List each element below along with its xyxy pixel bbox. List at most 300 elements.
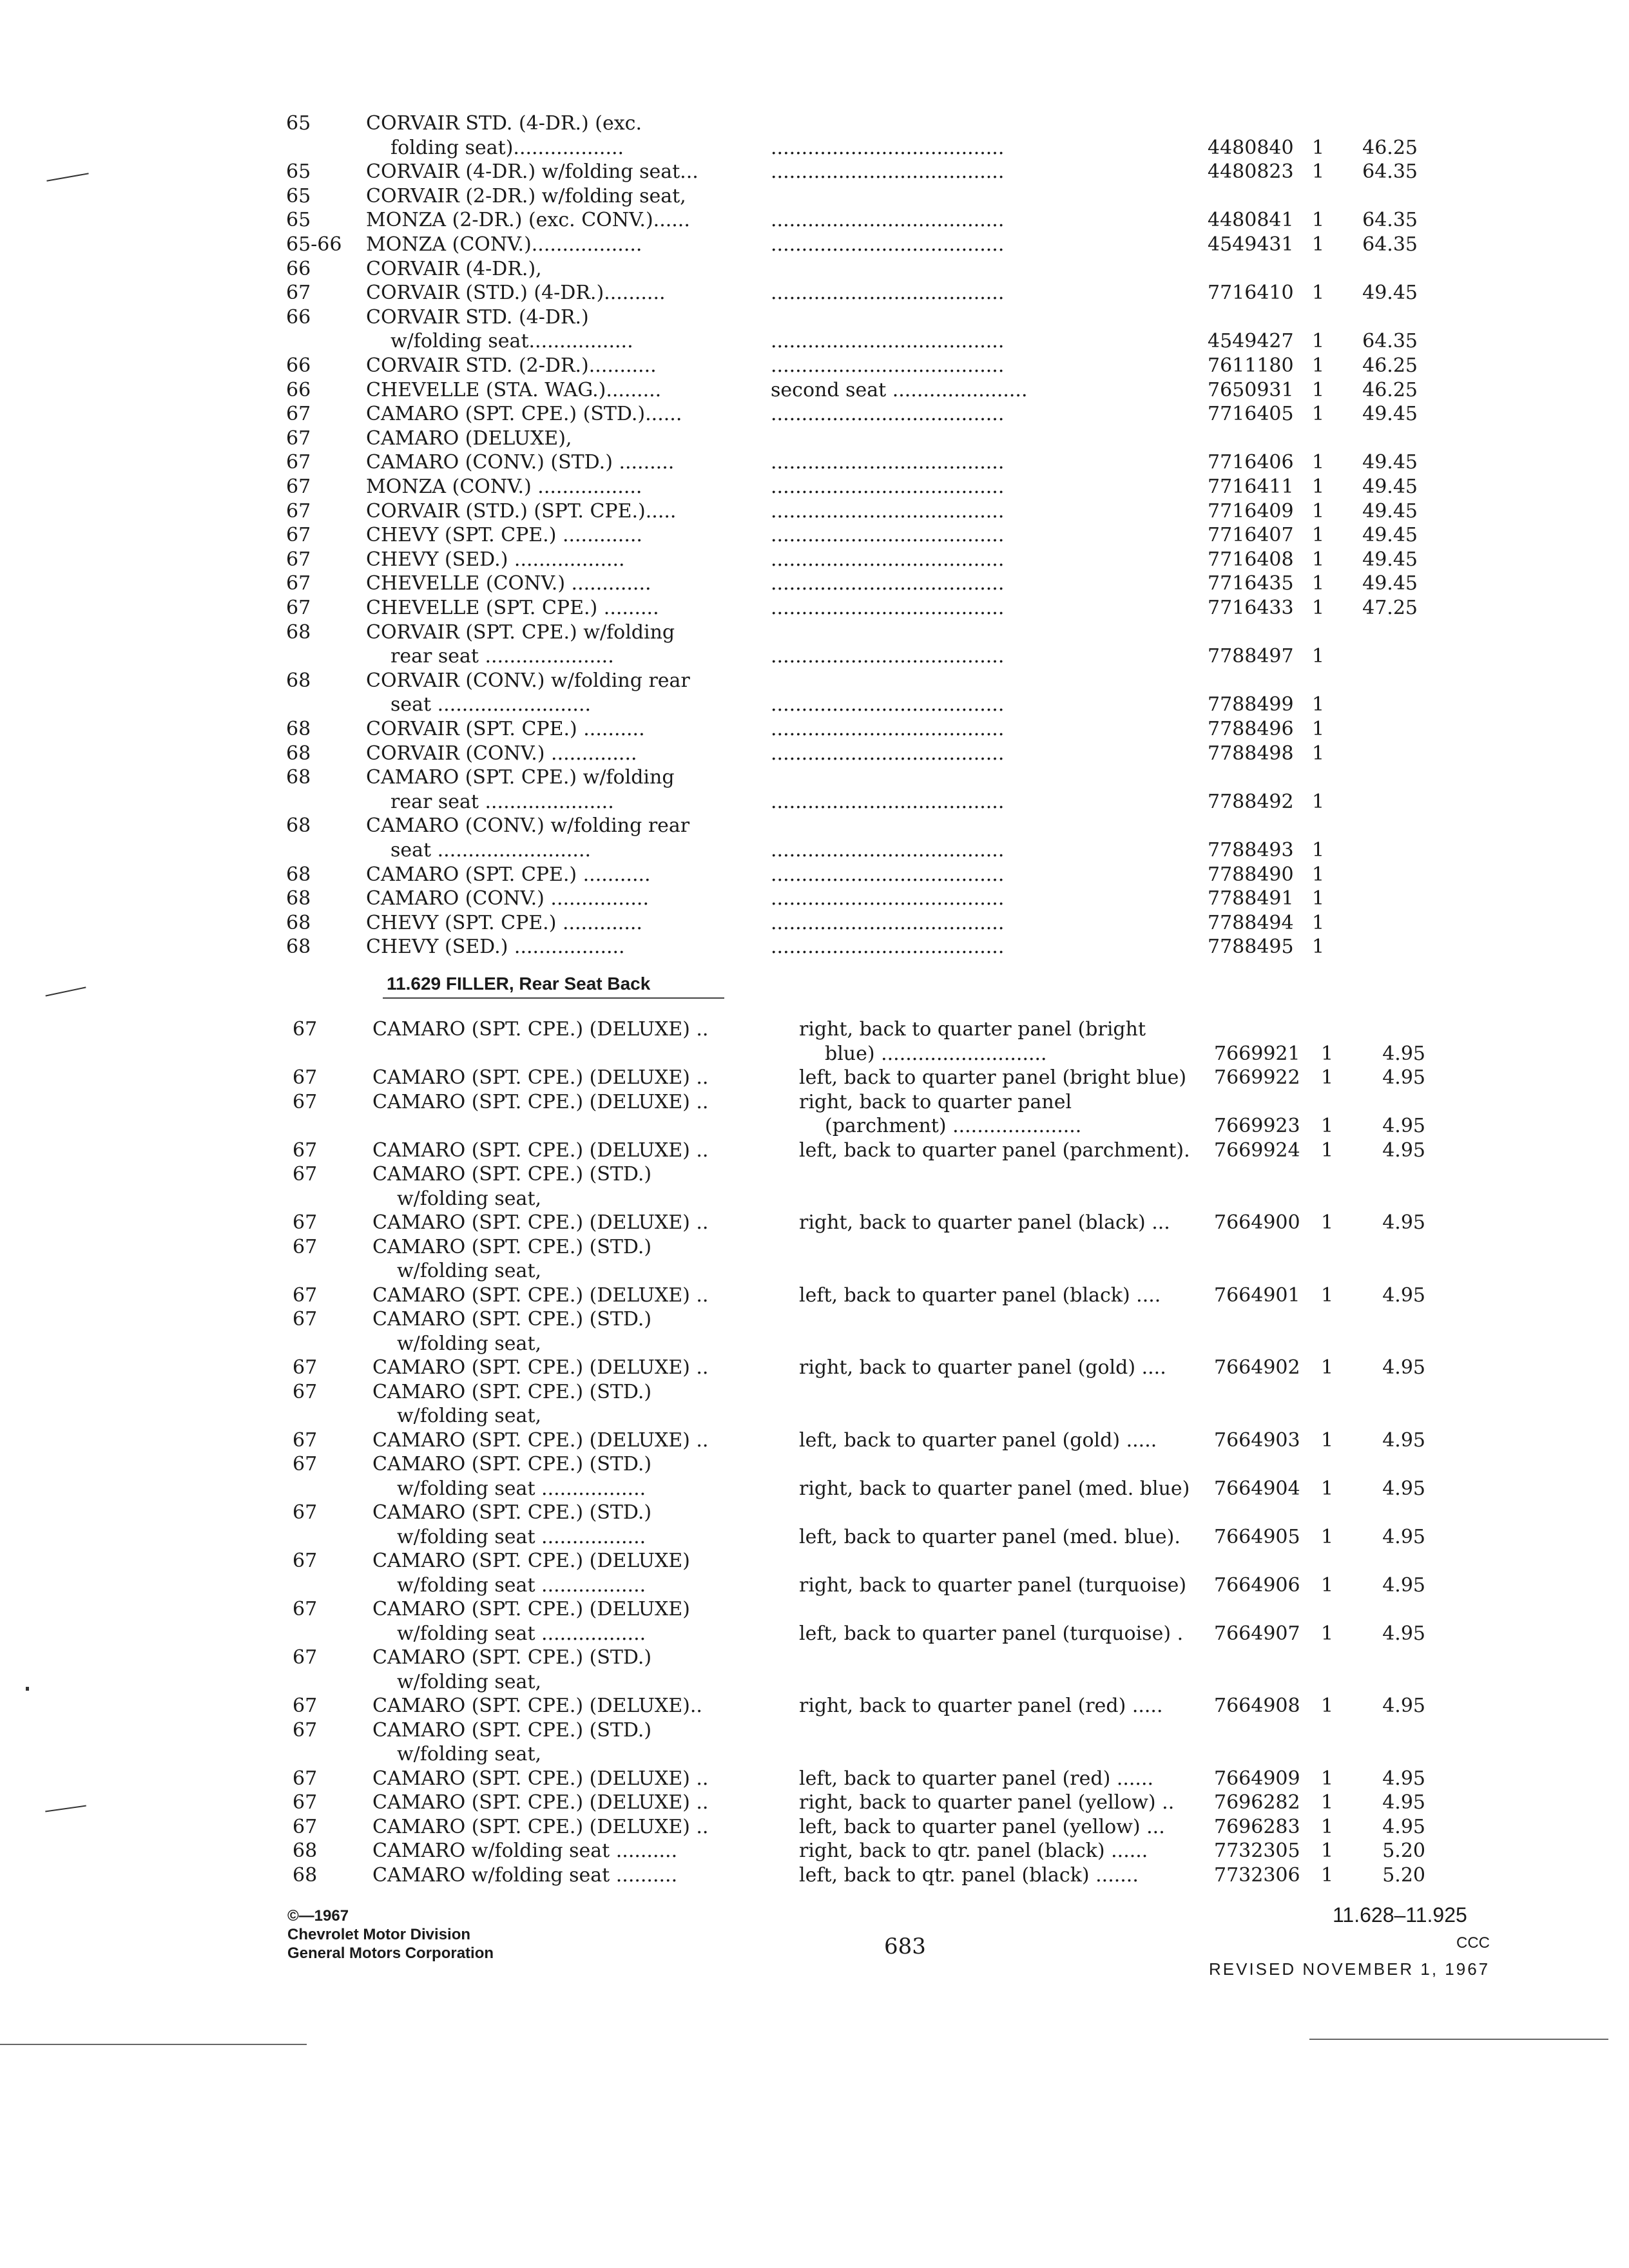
part-number: 4480840: [1208, 136, 1294, 159]
quantity: 1: [1321, 1477, 1334, 1500]
part-detail: ......................................: [771, 645, 1005, 668]
part-number: 4480823: [1208, 160, 1294, 184]
quantity: 1: [1312, 936, 1325, 959]
vehicle-description: CAMARO (SPT. CPE.) (DELUXE) ..: [372, 1139, 709, 1162]
vehicle-description: CAMARO (SPT. CPE.) (STD.): [372, 1646, 652, 1669]
model-year: 65: [286, 160, 311, 184]
quantity: 1: [1312, 887, 1325, 910]
part-detail: left, back to quarter panel (yellow) ...: [799, 1815, 1165, 1838]
margin-mark: [46, 173, 88, 181]
vehicle-description: MONZA (CONV.)..................: [366, 233, 642, 256]
part-detail: left, back to quarter panel (parchment).: [799, 1139, 1190, 1162]
quantity: 1: [1312, 451, 1325, 474]
vehicle-description: CHEVELLE (CONV.) .............: [366, 572, 651, 595]
part-number: 7669922: [1214, 1066, 1300, 1089]
quantity: 1: [1312, 499, 1325, 523]
quantity: 1: [1321, 1042, 1334, 1065]
vehicle-description: CAMARO (SPT. CPE.) (DELUXE) ..: [372, 1767, 709, 1790]
model-year: 67: [293, 1428, 318, 1452]
vehicle-description: CORVAIR (STD.) (SPT. CPE.).....: [366, 499, 677, 523]
list-price: 4.95: [1382, 1525, 1425, 1548]
list-price: 49.45: [1362, 524, 1418, 547]
part-number: 7732306: [1214, 1863, 1300, 1887]
part-number: 7788493: [1208, 839, 1294, 861]
vehicle-description: w/folding seat,: [397, 1187, 542, 1210]
part-detail: (parchment) .....................: [825, 1115, 1082, 1137]
list-price: 46.25: [1362, 136, 1418, 159]
part-number: 7664907: [1214, 1622, 1300, 1645]
quantity: 1: [1312, 911, 1325, 934]
part-number: 7664900: [1214, 1211, 1300, 1234]
revision-date: REVISED NOVEMBER 1, 1967: [1209, 1959, 1490, 1979]
part-detail: ......................................: [771, 548, 1005, 571]
vehicle-description: CAMARO (SPT. CPE.) (STD.): [372, 1501, 652, 1524]
quantity: 1: [1321, 1863, 1334, 1887]
model-year: 67: [286, 499, 311, 523]
vehicle-description: CORVAIR (CONV.) w/folding rear: [366, 669, 690, 692]
part-number: 7716406: [1208, 451, 1294, 474]
vehicle-description: MONZA (2-DR.) (exc. CONV.)......: [366, 209, 690, 232]
vehicle-description: CAMARO (SPT. CPE.) ...........: [366, 863, 651, 886]
part-detail: left, back to quarter panel (turquoise) .: [799, 1622, 1184, 1645]
part-number: 7716435: [1208, 572, 1294, 595]
part-detail: left, back to quarter panel (gold) .....: [799, 1428, 1157, 1452]
vehicle-description: CAMARO (SPT. CPE.) (DELUXE): [372, 1550, 690, 1572]
corporation-name: General Motors Corporation: [287, 1945, 494, 1962]
part-detail: ......................................: [771, 330, 1005, 353]
quantity: 1: [1312, 742, 1325, 765]
list-price: 4.95: [1382, 1573, 1425, 1597]
vehicle-description: CAMARO (SPT. CPE.) (STD.): [372, 1718, 652, 1742]
model-year: 65-66: [286, 233, 342, 256]
quantity: 1: [1321, 1815, 1334, 1838]
part-detail: ......................................: [771, 451, 1005, 474]
part-detail: left, back to quarter panel (med. blue).: [799, 1525, 1181, 1548]
quantity: 1: [1321, 1622, 1334, 1645]
model-year: 65: [286, 112, 311, 135]
model-year: 67: [293, 1308, 318, 1331]
margin-mark: [45, 1805, 86, 1812]
model-year: 66: [286, 305, 311, 329]
vehicle-description: CAMARO (CONV.) (STD.) .........: [366, 451, 675, 474]
list-price: 46.25: [1362, 354, 1418, 377]
vehicle-description: w/folding seat .................: [397, 1525, 646, 1548]
part-number: 7788496: [1208, 718, 1294, 740]
part-number: 7664901: [1214, 1283, 1300, 1307]
model-year: 67: [293, 1139, 318, 1162]
vehicle-description: CORVAIR (2-DR.) w/folding seat,: [366, 184, 686, 207]
part-number: 7664903: [1214, 1428, 1300, 1452]
quantity: 1: [1321, 1791, 1334, 1814]
part-number: 7732305: [1214, 1840, 1300, 1862]
list-price: 4.95: [1382, 1695, 1425, 1717]
copyright: ©—1967: [287, 1907, 349, 1925]
vehicle-description: CAMARO (SPT. CPE.) (DELUXE) ..: [372, 1791, 709, 1814]
model-year: 67: [293, 1550, 318, 1572]
list-price: 49.45: [1362, 572, 1418, 595]
part-detail: ......................................: [771, 282, 1005, 305]
model-year: 67: [286, 451, 311, 474]
part-number: 7696283: [1214, 1815, 1300, 1838]
model-year: 67: [293, 1211, 318, 1234]
part-number: 7716407: [1208, 524, 1294, 547]
vehicle-description: CAMARO (SPT. CPE.) (DELUXE): [372, 1598, 690, 1620]
vehicle-description: CHEVY (SPT. CPE.) .............: [366, 524, 642, 547]
vehicle-description: CAMARO (CONV.) ................: [366, 887, 649, 910]
vehicle-description: CORVAIR (SPT. CPE.) ..........: [366, 718, 645, 740]
model-year: 67: [286, 282, 311, 305]
model-year: 67: [293, 1380, 318, 1403]
list-price: 64.35: [1362, 160, 1418, 184]
part-detail: ......................................: [771, 718, 1005, 740]
quantity: 1: [1312, 330, 1325, 353]
quantity: 1: [1312, 160, 1325, 184]
part-detail: right, back to qtr. panel (black) ......: [799, 1840, 1148, 1862]
part-detail: ......................................: [771, 936, 1005, 959]
part-number: 7664904: [1214, 1477, 1300, 1500]
model-year: 67: [293, 1815, 318, 1838]
vehicle-description: CAMARO (SPT. CPE.) (DELUXE) ..: [372, 1018, 709, 1041]
quantity: 1: [1321, 1283, 1334, 1307]
vehicle-description: CAMARO (SPT. CPE.) (DELUXE) ..: [372, 1815, 709, 1838]
part-number: 7664906: [1214, 1573, 1300, 1597]
quantity: 1: [1312, 790, 1325, 813]
model-year: 67: [293, 1767, 318, 1790]
model-year: 68: [286, 887, 311, 910]
part-detail: right, back to quarter panel (turquoise): [799, 1573, 1187, 1597]
list-price: 49.45: [1362, 476, 1418, 498]
model-year: 67: [293, 1598, 318, 1620]
model-year: 67: [293, 1356, 318, 1379]
list-price: 49.45: [1362, 403, 1418, 426]
part-number: 7669921: [1214, 1042, 1300, 1065]
vehicle-description: CAMARO w/folding seat ..........: [372, 1840, 678, 1862]
part-detail: ......................................: [771, 136, 1005, 159]
list-price: 4.95: [1382, 1428, 1425, 1452]
model-year: 66: [286, 378, 311, 401]
quantity: 1: [1321, 1767, 1334, 1790]
part-number: 7788491: [1208, 887, 1294, 910]
vehicle-description: CAMARO (SPT. CPE.) (DELUXE) ..: [372, 1090, 709, 1113]
part-detail: ......................................: [771, 354, 1005, 377]
vehicle-description: CAMARO (SPT. CPE.) (DELUXE)..: [372, 1695, 702, 1717]
part-detail: ......................................: [771, 476, 1005, 498]
part-number: 7788495: [1208, 936, 1294, 959]
part-detail: second seat ......................: [771, 378, 1028, 401]
quantity: 1: [1312, 476, 1325, 498]
part-number: 7664905: [1214, 1525, 1300, 1548]
part-number: 7716410: [1208, 282, 1294, 305]
vehicle-description: w/folding seat .................: [397, 1477, 646, 1500]
vehicle-description: w/folding seat,: [397, 1743, 542, 1765]
quantity: 1: [1321, 1573, 1334, 1597]
list-price: 64.35: [1362, 330, 1418, 353]
part-detail: right, back to quarter panel: [799, 1090, 1072, 1113]
part-number: 7716409: [1208, 499, 1294, 523]
model-year: 67: [293, 1718, 318, 1742]
vehicle-description: CAMARO (SPT. CPE.) (DELUXE) ..: [372, 1356, 709, 1379]
model-year: 65: [286, 209, 311, 232]
part-number: 7788497: [1208, 645, 1294, 668]
vehicle-description: CAMARO (SPT. CPE.) w/folding: [366, 766, 675, 789]
quantity: 1: [1312, 403, 1325, 426]
part-detail: right, back to quarter panel (gold) ....: [799, 1356, 1166, 1379]
model-year: 68: [286, 742, 311, 765]
vehicle-description: w/folding seat,: [397, 1405, 542, 1427]
vehicle-description: CORVAIR (CONV.) ..............: [366, 742, 637, 765]
part-number: 7716433: [1208, 597, 1294, 619]
part-detail: right, back to quarter panel (bright: [799, 1018, 1146, 1041]
part-detail: left, back to quarter panel (bright blue): [799, 1066, 1187, 1089]
list-price: 49.45: [1362, 548, 1418, 571]
model-year: 67: [293, 1695, 318, 1717]
list-price: 4.95: [1382, 1356, 1425, 1379]
vehicle-description: CAMARO (SPT. CPE.) (STD.): [372, 1308, 652, 1331]
model-year: 67: [293, 1066, 318, 1089]
vehicle-description: CHEVY (SED.) ..................: [366, 936, 625, 959]
part-detail: ......................................: [771, 572, 1005, 595]
vehicle-description: CAMARO (SPT. CPE.) (STD.): [372, 1163, 652, 1186]
list-price: 4.95: [1382, 1211, 1425, 1234]
part-detail: ......................................: [771, 742, 1005, 765]
quantity: 1: [1312, 572, 1325, 595]
vehicle-description: rear seat .....................: [390, 645, 614, 668]
model-year: 66: [286, 354, 311, 377]
margin-mark: [45, 986, 86, 996]
part-detail: ......................................: [771, 693, 1005, 716]
model-year: 67: [293, 1283, 318, 1307]
model-year: 68: [286, 936, 311, 959]
vehicle-description: CORVAIR STD. (4-DR.): [366, 305, 589, 329]
vehicle-description: CHEVY (SED.) ..................: [366, 548, 625, 571]
quantity: 1: [1312, 378, 1325, 401]
model-year: 66: [286, 257, 311, 280]
group-range: 11.628–11.925: [1333, 1903, 1467, 1927]
page-number: 683: [884, 1934, 926, 1959]
part-number: 7664908: [1214, 1695, 1300, 1717]
part-number: 7788494: [1208, 911, 1294, 934]
quantity: 1: [1321, 1115, 1334, 1137]
vehicle-description: CORVAIR (SPT. CPE.) w/folding: [366, 620, 675, 644]
vehicle-description: CORVAIR (STD.) (4-DR.)..........: [366, 282, 666, 305]
part-number: 4549431: [1208, 233, 1294, 256]
quantity: 1: [1312, 354, 1325, 377]
part-number: 7664902: [1214, 1356, 1300, 1379]
quantity: 1: [1321, 1695, 1334, 1717]
list-price: 4.95: [1382, 1477, 1425, 1500]
part-number: 4480841: [1208, 209, 1294, 232]
catalog-code: CCC: [1456, 1934, 1490, 1952]
vehicle-description: seat .........................: [390, 693, 592, 716]
vehicle-description: CAMARO (SPT. CPE.) (DELUXE) ..: [372, 1428, 709, 1452]
model-year: 67: [293, 1018, 318, 1041]
part-detail: ......................................: [771, 160, 1005, 184]
list-price: 5.20: [1382, 1840, 1425, 1862]
part-detail: ......................................: [771, 839, 1005, 861]
vehicle-description: CAMARO (SPT. CPE.) (DELUXE) ..: [372, 1211, 709, 1234]
list-price: 4.95: [1382, 1283, 1425, 1307]
model-year: 67: [293, 1235, 318, 1258]
vehicle-description: CAMARO w/folding seat ..........: [372, 1863, 678, 1887]
part-number: 7716408: [1208, 548, 1294, 571]
model-year: 67: [293, 1090, 318, 1113]
part-detail: blue) ...........................: [825, 1042, 1047, 1065]
part-detail: ......................................: [771, 911, 1005, 934]
part-detail: ......................................: [771, 233, 1005, 256]
list-price: 49.45: [1362, 451, 1418, 474]
part-number: 4549427: [1208, 330, 1294, 353]
part-detail: right, back to quarter panel (black) ...: [799, 1211, 1170, 1234]
model-year: 68: [286, 911, 311, 934]
vehicle-description: CORVAIR STD. (4-DR.) (exc.: [366, 112, 642, 135]
quantity: 1: [1312, 718, 1325, 740]
quantity: 1: [1312, 597, 1325, 619]
model-year: 68: [286, 718, 311, 740]
list-price: 64.35: [1362, 209, 1418, 232]
vehicle-description: CAMARO (SPT. CPE.) (STD.)......: [366, 403, 682, 426]
quantity: 1: [1312, 645, 1325, 668]
list-price: 4.95: [1382, 1622, 1425, 1645]
part-detail: right, back to quarter panel (red) .....: [799, 1695, 1163, 1717]
list-price: 4.95: [1382, 1791, 1425, 1814]
part-number: 7611180: [1208, 354, 1294, 377]
quantity: 1: [1321, 1428, 1334, 1452]
vehicle-description: w/folding seat .................: [397, 1573, 646, 1597]
quantity: 1: [1312, 548, 1325, 571]
vehicle-description: folding seat)..................: [390, 136, 624, 159]
part-detail: ......................................: [771, 403, 1005, 426]
vehicle-description: CAMARO (SPT. CPE.) (STD.): [372, 1380, 652, 1403]
quantity: 1: [1312, 209, 1325, 232]
quantity: 1: [1312, 233, 1325, 256]
part-detail: right, back to quarter panel (yellow) ..: [799, 1791, 1175, 1814]
part-number: 7788498: [1208, 742, 1294, 765]
vehicle-description: CORVAIR STD. (2-DR.)...........: [366, 354, 657, 377]
part-detail: ......................................: [771, 499, 1005, 523]
model-year: 67: [286, 524, 311, 547]
footer-rule-right: [1309, 2039, 1608, 2040]
list-price: 47.25: [1362, 597, 1418, 619]
vehicle-description: seat .........................: [390, 839, 592, 861]
quantity: 1: [1312, 863, 1325, 886]
vehicle-description: CORVAIR (4-DR.),: [366, 257, 542, 280]
list-price: 5.20: [1382, 1863, 1425, 1887]
model-year: 67: [293, 1163, 318, 1186]
section-heading: 11.629 FILLER, Rear Seat Back: [387, 974, 651, 994]
quantity: 1: [1312, 524, 1325, 547]
model-year: 67: [293, 1791, 318, 1814]
model-year: 67: [286, 403, 311, 426]
model-year: 68: [286, 620, 311, 644]
division-name: Chevrolet Motor Division: [287, 1926, 471, 1943]
vehicle-description: w/folding seat .................: [397, 1622, 646, 1645]
part-number: 7716411: [1208, 476, 1294, 498]
part-detail: right, back to quarter panel (med. blue): [799, 1477, 1190, 1500]
list-price: 64.35: [1362, 233, 1418, 256]
list-price: 46.25: [1362, 378, 1418, 401]
part-number: 7650931: [1208, 378, 1294, 401]
quantity: 1: [1312, 282, 1325, 305]
quantity: 1: [1312, 839, 1325, 861]
vehicle-description: rear seat .....................: [390, 790, 614, 813]
part-detail: ......................................: [771, 863, 1005, 886]
vehicle-description: CHEVY (SPT. CPE.) .............: [366, 911, 642, 934]
vehicle-description: CHEVELLE (SPT. CPE.) .........: [366, 597, 659, 619]
margin-mark: [26, 1687, 29, 1691]
quantity: 1: [1321, 1356, 1334, 1379]
part-number: 7664909: [1214, 1767, 1300, 1790]
quantity: 1: [1321, 1139, 1334, 1162]
vehicle-description: w/folding seat,: [397, 1670, 542, 1693]
vehicle-description: CHEVELLE (STA. WAG.).........: [366, 378, 662, 401]
list-price: 4.95: [1382, 1042, 1425, 1065]
part-number: 7788499: [1208, 693, 1294, 716]
quantity: 1: [1312, 136, 1325, 159]
section-heading-underline: [383, 997, 724, 999]
part-number: 7669923: [1214, 1115, 1300, 1137]
model-year: 67: [286, 476, 311, 498]
list-price: 4.95: [1382, 1767, 1425, 1790]
model-year: 68: [286, 766, 311, 789]
part-detail: left, back to quarter panel (black) ....: [799, 1283, 1161, 1307]
model-year: 67: [293, 1501, 318, 1524]
model-year: 67: [293, 1453, 318, 1475]
vehicle-description: MONZA (CONV.) .................: [366, 476, 642, 498]
part-number: 7716405: [1208, 403, 1294, 426]
vehicle-description: CAMARO (DELUXE),: [366, 427, 572, 450]
vehicle-description: w/folding seat.................: [390, 330, 633, 353]
part-detail: ......................................: [771, 597, 1005, 619]
model-year: 67: [286, 572, 311, 595]
part-detail: left, back to quarter panel (red) ......: [799, 1767, 1154, 1790]
part-number: 7788492: [1208, 790, 1294, 813]
part-number: 7696282: [1214, 1791, 1300, 1814]
quantity: 1: [1321, 1525, 1334, 1548]
quantity: 1: [1312, 693, 1325, 716]
model-year: 67: [293, 1646, 318, 1669]
part-detail: left, back to qtr. panel (black) .......: [799, 1863, 1139, 1887]
model-year: 67: [286, 548, 311, 571]
model-year: 68: [286, 814, 311, 838]
list-price: 4.95: [1382, 1815, 1425, 1838]
quantity: 1: [1321, 1840, 1334, 1862]
part-detail: ......................................: [771, 524, 1005, 547]
vehicle-description: CAMARO (SPT. CPE.) (STD.): [372, 1453, 652, 1475]
vehicle-description: CAMARO (CONV.) w/folding rear: [366, 814, 690, 838]
part-detail: ......................................: [771, 887, 1005, 910]
vehicle-description: CAMARO (SPT. CPE.) (DELUXE) ..: [372, 1283, 709, 1307]
quantity: 1: [1321, 1066, 1334, 1089]
quantity: 1: [1321, 1211, 1334, 1234]
vehicle-description: CAMARO (SPT. CPE.) (STD.): [372, 1235, 652, 1258]
vehicle-description: w/folding seat,: [397, 1332, 542, 1355]
part-detail: ......................................: [771, 790, 1005, 813]
model-year: 68: [286, 863, 311, 886]
part-number: 7669924: [1214, 1139, 1300, 1162]
model-year: 67: [286, 597, 311, 619]
model-year: 67: [286, 427, 311, 450]
list-price: 49.45: [1362, 499, 1418, 523]
list-price: 49.45: [1362, 282, 1418, 305]
vehicle-description: w/folding seat,: [397, 1260, 542, 1282]
vehicle-description: CORVAIR (4-DR.) w/folding seat...: [366, 160, 699, 184]
list-price: 4.95: [1382, 1066, 1425, 1089]
part-number: 7788490: [1208, 863, 1294, 886]
vehicle-description: CAMARO (SPT. CPE.) (DELUXE) ..: [372, 1066, 709, 1089]
part-detail: ......................................: [771, 209, 1005, 232]
model-year: 68: [293, 1840, 318, 1862]
list-price: 4.95: [1382, 1139, 1425, 1162]
